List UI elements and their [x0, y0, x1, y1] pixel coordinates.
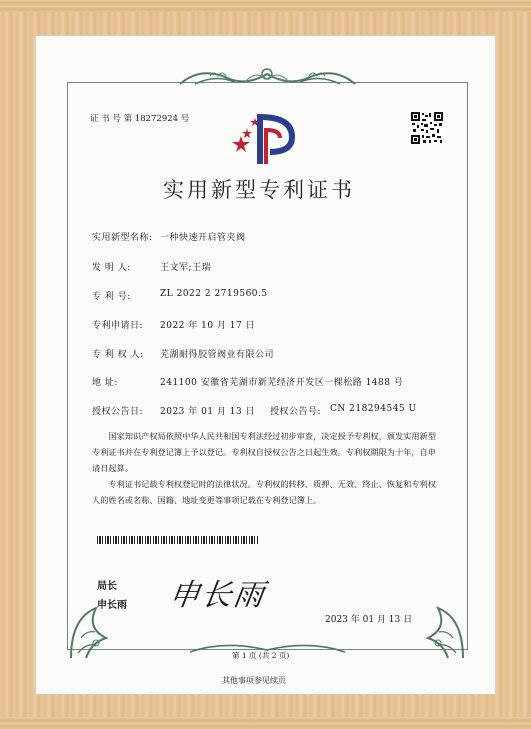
grant-number-value: CN 218294545 U: [330, 404, 417, 414]
ornament-bottom-right-icon: [398, 598, 468, 663]
patent-owner-label: 专 利 权 人:: [92, 350, 144, 360]
director-signature: 申长雨: [167, 578, 268, 613]
footer-note: 其他事项参见续页: [222, 676, 286, 685]
patent-number-value: ZL 2022 2 2719560.5: [160, 289, 268, 299]
frame-bottom-edge: [0, 717, 531, 729]
certificate-border: [67, 82, 468, 650]
filing-date-label: 专利申请日:: [92, 321, 144, 331]
qr-code-icon: [411, 112, 443, 144]
paragraph-grant-notice: 国家知识产权局依照中华人民共和国专利法经过初步审查，决定授予专利权，颁发实用新型专利证书并在专利登记簿上予以登记。专利权自授权公告之日起生效。专利权期限为十年，自申请日起算。: [92, 431, 436, 473]
address-value: 241100 安徽省芜湖市新芜经济开发区一棵松路 1488 号: [160, 378, 404, 388]
address-label: 地 址:: [92, 378, 118, 388]
patent-owner-value: 芜湖耐得胶管阀业有限公司: [160, 350, 275, 360]
certificate-number: 证 书 号 第 18272924 号: [90, 114, 190, 124]
issue-date: 2023 年 01 月 13 日: [325, 615, 413, 625]
grant-date-value: 2023 年 01 月 13 日: [160, 407, 256, 417]
utility-name-label: 实用新型名称:: [92, 233, 153, 243]
filing-date-value: 2022 年 10 月 17 日: [160, 321, 256, 331]
certificate-title: 实用新型专利证书: [163, 178, 355, 202]
cnipa-logo-icon: [230, 112, 300, 167]
barcode-icon: [97, 536, 259, 544]
grant-date-label: 授权公告日:: [92, 407, 144, 417]
director-title: 局长: [97, 581, 117, 592]
grant-number-label: 授权公告号:: [270, 407, 322, 417]
utility-name-value: 一种快速开启管夹阀: [160, 233, 246, 243]
patent-number-label: 专 利 号:: [92, 292, 131, 302]
inventor-value: 王文军;王瑞: [160, 263, 212, 273]
inventor-label: 发 明 人:: [92, 263, 131, 273]
page-info: 第 1 页 (共 2 页): [232, 651, 290, 660]
director-name: 申长雨: [97, 600, 127, 611]
paragraph-legal-status: 专利证书记载专利权登记时的法律状况。专利权的转移、质押、无效、终止、恢复和专利权人的姓名或名称、国籍、地址变更等事项记载在专利登记簿上。: [92, 479, 436, 505]
frame-top-edge: [0, 0, 531, 12]
ornament-top-icon: [175, 62, 360, 92]
